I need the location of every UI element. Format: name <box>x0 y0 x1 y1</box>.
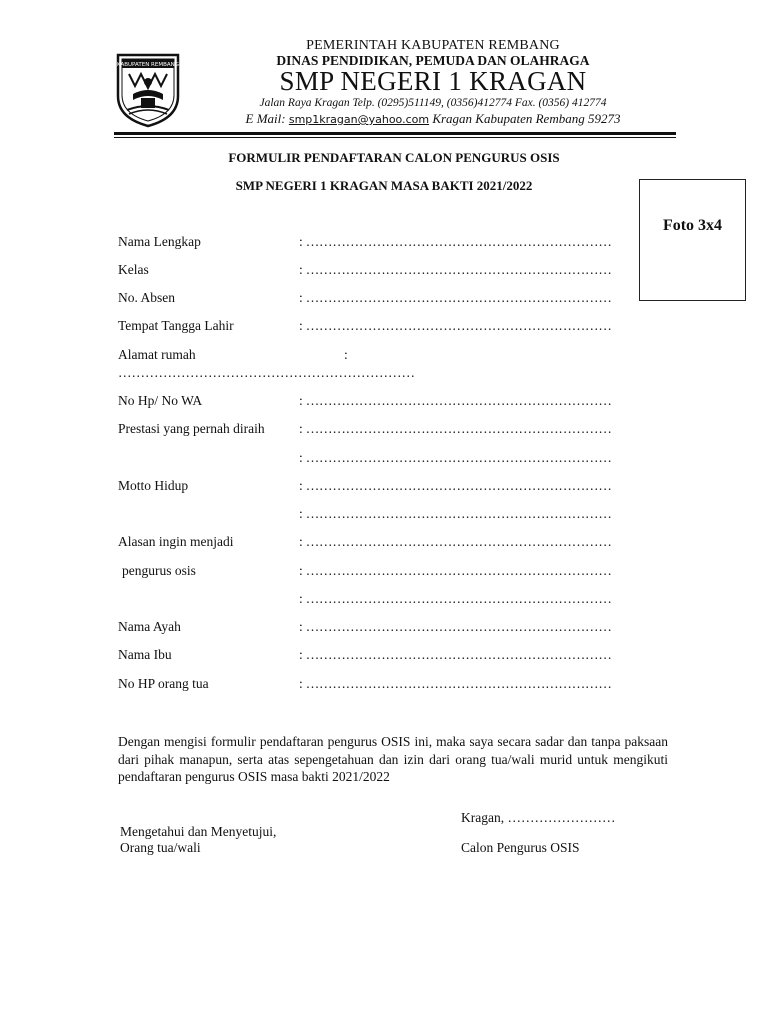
field-dots[interactable]: : …………………………………………………………… <box>299 676 612 691</box>
field-label: Alamat rumah <box>118 347 196 362</box>
field-label: Nama Ayah <box>118 619 181 634</box>
field-dots[interactable]: : …………………………………………………………… <box>299 421 612 436</box>
form-subtitle: SMP NEGERI 1 KRAGAN MASA BAKTI 2021/2022 <box>235 178 533 193</box>
field-label: No. Absen <box>118 290 175 305</box>
place-date[interactable]: Kragan, …………………… <box>461 810 616 825</box>
field-label: Motto Hidup <box>118 478 189 493</box>
header-address: Jalan Raya Kragan Telp. (0295)511149, (0356)412774 Fax. (0356) 412774 <box>259 97 607 109</box>
form-title: FORMULIR PENDAFTARAN CALON PENGURUS OSIS <box>228 150 560 165</box>
field-colon: : <box>344 347 348 362</box>
header-contact <box>200 111 666 127</box>
candidate-signature-label: Calon Pengurus OSIS <box>461 840 580 855</box>
logo-text: KABUPATEN REMBANG <box>116 62 180 68</box>
header-school-name: SMP NEGERI 1 KRAGAN <box>279 66 587 96</box>
field-dots[interactable]: : …………………………………………………………… <box>299 591 612 606</box>
field-label: Nama Ibu <box>118 647 172 662</box>
parent-approval-label: Mengetahui dan Menyetujui, <box>120 824 277 839</box>
field-dots[interactable]: : …………………………………………………………… <box>299 393 612 408</box>
field-dots[interactable]: : …………………………………………………………… <box>299 506 612 521</box>
field-label: Tempat Tangga Lahir <box>118 318 234 333</box>
parent-signature-label: Orang tua/wali <box>120 840 201 855</box>
header-rule-thick <box>114 132 676 135</box>
field-label: Nama Lengkap <box>118 234 201 249</box>
field-label: Prestasi yang pernah diraih <box>118 421 265 436</box>
photo-box[interactable] <box>639 179 746 301</box>
field-dots[interactable]: : …………………………………………………………… <box>299 318 612 333</box>
email-link[interactable]: smp1kragan@yahoo.com <box>288 113 430 126</box>
field-dots[interactable]: : …………………………………………………………… <box>299 619 612 634</box>
field-dots[interactable]: : …………………………………………………………… <box>299 534 612 549</box>
email-suffix: Kragan Kabupaten Rembang 59273 <box>429 111 621 126</box>
field-dots[interactable]: : …………………………………………………………… <box>299 478 612 493</box>
field-dots[interactable]: : …………………………………………………………… <box>299 450 612 465</box>
header-government: PEMERINTAH KABUPATEN REMBANG <box>306 38 560 53</box>
field-label: No HP orang tua <box>118 676 209 691</box>
field-label: Kelas <box>118 262 149 277</box>
field-label: Alasan ingin menjadi <box>118 534 234 549</box>
field-label: No Hp/ No WA <box>118 393 203 408</box>
header-rule-thin <box>114 137 676 138</box>
field-dots[interactable]: : …………………………………………………………… <box>299 563 612 578</box>
field-label: pengurus osis <box>122 563 196 578</box>
field-dots[interactable]: : …………………………………………………………… <box>299 234 612 249</box>
regency-logo <box>115 52 181 128</box>
field-dots[interactable]: : …………………………………………………………… <box>299 262 612 277</box>
email-prefix: E Mail: <box>245 111 289 126</box>
header-department: DINAS PENDIDIKAN, PEMUDA DAN OLAHRAGA <box>276 53 590 68</box>
photo-label: Foto 3x4 <box>662 217 723 234</box>
field-dots[interactable]: : …………………………………………………………… <box>299 290 612 305</box>
field-dots[interactable]: ………………………………………………………… <box>118 365 415 380</box>
field-dots[interactable]: : …………………………………………………………… <box>299 647 612 662</box>
consent-statement: Dengan mengisi formulir pendaftaran pengurus OSIS ini, maka saya secara sadar dan tanpa paksaan dari pihak manapun, serta atas sepengetahuan dan izin dari orang tua/wali murid untuk mengikuti pendaftaran pengurus OSIS masa bakti 2021/2022 <box>118 734 668 784</box>
